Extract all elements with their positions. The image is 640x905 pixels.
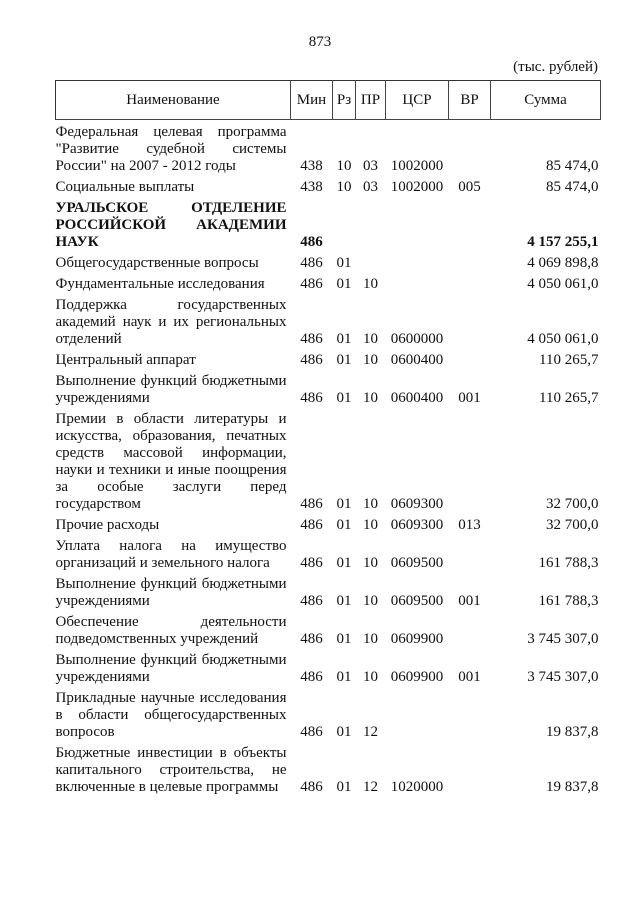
row-sum: 110 265,7 (539, 390, 599, 406)
row-vr (449, 610, 491, 648)
row-min: 486 (300, 255, 323, 271)
row-pr: 12 (363, 724, 378, 740)
table-row (56, 407, 601, 513)
row-sum: 110 265,7 (539, 352, 599, 368)
row-sum: 4 050 061,0 (527, 276, 599, 292)
header-pr: ПР (356, 81, 386, 120)
row-rz: 01 (336, 517, 352, 533)
row-csr (386, 686, 449, 741)
row-rz: 01 (336, 593, 352, 609)
row-rz: 01 (336, 779, 352, 795)
row-vr: 013 (458, 517, 481, 533)
row-sum: 32 700,0 (546, 517, 599, 533)
row-pr: 10 (363, 390, 378, 406)
row-sum: 3 745 307,0 (527, 669, 599, 685)
row-csr: 1002000 (390, 158, 444, 174)
table-row (56, 120, 601, 176)
row-pr: 03 (363, 158, 378, 174)
row-name: Прикладные научные исследования в области общегосударственных вопросов (55, 690, 287, 740)
row-min: 486 (300, 517, 323, 533)
row-pr: 10 (363, 631, 378, 647)
row-min: 486 (300, 724, 323, 740)
header-min: Мин (291, 81, 333, 120)
row-min: 486 (300, 593, 323, 609)
row-vr (449, 407, 491, 513)
table-row (56, 293, 601, 348)
row-pr (356, 196, 386, 251)
row-min: 486 (300, 331, 323, 347)
row-csr: 0609900 (390, 631, 444, 647)
row-pr (356, 251, 386, 272)
row-vr (449, 348, 491, 369)
row-vr (449, 251, 491, 272)
row-rz: 01 (336, 276, 352, 292)
row-name: Премии в области литературы и искусства, образования, печатных средств массовой информации, науки и техники и иные поощрения за особые заслуги перед государством (55, 411, 287, 512)
table-row (56, 648, 601, 686)
row-csr: 0600400 (390, 352, 444, 368)
row-sum: 3 745 307,0 (527, 631, 599, 647)
row-sum: 161 788,3 (538, 555, 599, 571)
row-name: Общегосударственные вопросы (55, 255, 259, 271)
row-csr: 0600000 (390, 331, 444, 347)
table-row (56, 369, 601, 407)
row-sum: 161 788,3 (538, 593, 599, 609)
row-vr (449, 120, 491, 176)
row-pr: 12 (363, 779, 378, 795)
row-rz: 01 (336, 352, 352, 368)
row-sum: 4 050 061,0 (527, 331, 599, 347)
budget-table (55, 80, 601, 796)
row-name: Выполнение функций бюджетными учреждениями (55, 576, 287, 609)
row-rz: 01 (336, 724, 352, 740)
row-csr (386, 196, 449, 251)
row-rz (333, 196, 356, 251)
row-pr: 03 (363, 179, 378, 195)
row-pr: 10 (363, 276, 378, 292)
row-csr (386, 272, 449, 293)
row-min: 486 (300, 352, 323, 368)
row-name: Выполнение функций бюджетными учреждениями (55, 373, 287, 406)
row-csr: 1020000 (390, 779, 444, 795)
row-vr (449, 686, 491, 741)
row-rz: 01 (336, 496, 352, 512)
table-row (56, 272, 601, 293)
row-name: Поддержка государственных академий наук и их региональных отделений (55, 297, 287, 347)
row-rz: 10 (336, 179, 352, 195)
row-vr (449, 272, 491, 293)
row-csr: 0600400 (390, 390, 444, 406)
row-vr: 001 (458, 669, 481, 685)
row-sum: 4 157 255,1 (527, 234, 599, 250)
row-name: Бюджетные инвестиции в объекты капитального строительства, не включенные в целевые программы (55, 745, 287, 795)
row-min: 438 (300, 158, 323, 174)
row-pr: 10 (363, 669, 378, 685)
row-sum: 85 474,0 (546, 158, 599, 174)
row-vr: 001 (458, 390, 481, 406)
table-row (56, 175, 601, 196)
row-name: Прочие расходы (55, 517, 160, 533)
table-row (56, 348, 601, 369)
row-min: 486 (300, 276, 323, 292)
row-min: 438 (300, 179, 323, 195)
row-min: 486 (300, 234, 323, 250)
table-row (56, 534, 601, 572)
row-name: УРАЛЬСКОЕ ОТДЕЛЕНИЕ РОССИЙСКОЙ АКАДЕМИИ НАУК (55, 200, 287, 250)
row-min: 486 (300, 631, 323, 647)
row-sum: 32 700,0 (546, 496, 599, 512)
row-csr: 0609500 (390, 555, 444, 571)
table-row (56, 196, 601, 251)
row-vr (449, 534, 491, 572)
table-row (56, 610, 601, 648)
row-name: Выполнение функций бюджетными учреждениями (55, 652, 287, 685)
row-rz: 01 (336, 255, 352, 271)
row-pr: 10 (363, 496, 378, 512)
row-vr (449, 741, 491, 796)
row-csr: 0609300 (390, 496, 444, 512)
row-min: 486 (300, 779, 323, 795)
row-pr: 10 (363, 593, 378, 609)
header-sum: Сумма (491, 81, 601, 120)
row-csr (386, 251, 449, 272)
row-name: Центральный аппарат (55, 352, 196, 368)
units-label: (тыс. рублей) (513, 59, 598, 75)
row-min: 486 (300, 390, 323, 406)
table-row (56, 741, 601, 796)
row-pr: 10 (363, 331, 378, 347)
header-vr: ВР (449, 81, 491, 120)
table-header (56, 81, 601, 120)
row-name: Обеспечение деятельности подведомственных учреждений (55, 614, 287, 647)
row-pr: 10 (363, 517, 378, 533)
row-name: Фундаментальные исследования (55, 276, 265, 292)
row-name: Уплата налога на имущество организаций и земельного налога (55, 538, 287, 571)
row-csr: 1002000 (390, 179, 444, 195)
row-pr: 10 (363, 352, 378, 368)
row-sum: 4 069 898,8 (527, 255, 599, 271)
row-rz: 01 (336, 669, 352, 685)
header-csr: ЦСР (386, 81, 449, 120)
row-min: 486 (300, 555, 323, 571)
row-vr (449, 293, 491, 348)
row-min: 486 (300, 669, 323, 685)
row-min: 486 (300, 496, 323, 512)
row-sum: 19 837,8 (546, 779, 599, 795)
page-number: 873 (308, 34, 332, 50)
row-rz: 10 (336, 158, 352, 174)
row-csr: 0609500 (390, 593, 444, 609)
header-rz: Рз (333, 81, 356, 120)
table-row (56, 686, 601, 741)
row-rz: 01 (336, 631, 352, 647)
row-rz: 01 (336, 331, 352, 347)
row-vr: 005 (458, 179, 481, 195)
row-sum: 19 837,8 (546, 724, 599, 740)
row-vr (449, 196, 491, 251)
header-name: Наименование (56, 81, 291, 120)
table-row (56, 513, 601, 534)
row-name: Федеральная целевая программа "Развитие судебной системы России" на 2007 - 2012 годы (55, 124, 287, 174)
table-row (56, 572, 601, 610)
row-rz: 01 (336, 555, 352, 571)
row-vr: 001 (458, 593, 481, 609)
row-rz: 01 (336, 390, 352, 406)
row-csr: 0609900 (390, 669, 444, 685)
row-sum: 85 474,0 (546, 179, 599, 195)
row-pr: 10 (363, 555, 378, 571)
row-csr: 0609300 (390, 517, 444, 533)
table-row (56, 251, 601, 272)
row-name: Социальные выплаты (55, 179, 195, 195)
